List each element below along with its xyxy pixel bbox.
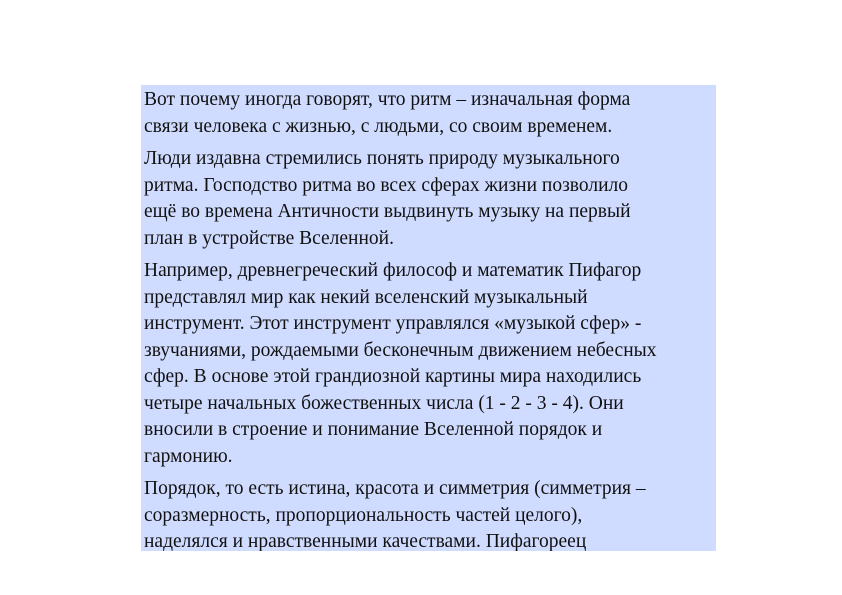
- paragraph-3: Например, древнегреческий философ и математик Пифагор представлял мир как некий вселенский музыкальный инструмент. Этот инструмент управлялся «музыкой сфер» - звучаниями, рождаемыми бесконечным движением небесных сфер. В основе этой грандиозной картины мира находились четыре начальных божественных числа (1 - 2 - 3 - 4). Они вносили в строение и понимание Вселенной порядок и гармонию.: [144, 260, 657, 467]
- paragraph-1: Вот почему иногда говорят, что ритм – изначальная форма связи человека с жизнью, с людьми, со своим временем.: [144, 89, 631, 137]
- text-box: [141, 85, 716, 551]
- paragraph-2: Люди издавна стремились понять природу музыкального ритма. Господство ритма во всех сферах жизни позволило ещё во времена Античности выдвинуть музыку на первый план в устройстве Вселенной.: [144, 148, 631, 249]
- paragraph-4: Порядок, то есть истина, красота и симметрия (симметрия – соразмерность, пропорциональность частей целого), наделялся и нравственными качествами. Пифагореец: [144, 478, 646, 551]
